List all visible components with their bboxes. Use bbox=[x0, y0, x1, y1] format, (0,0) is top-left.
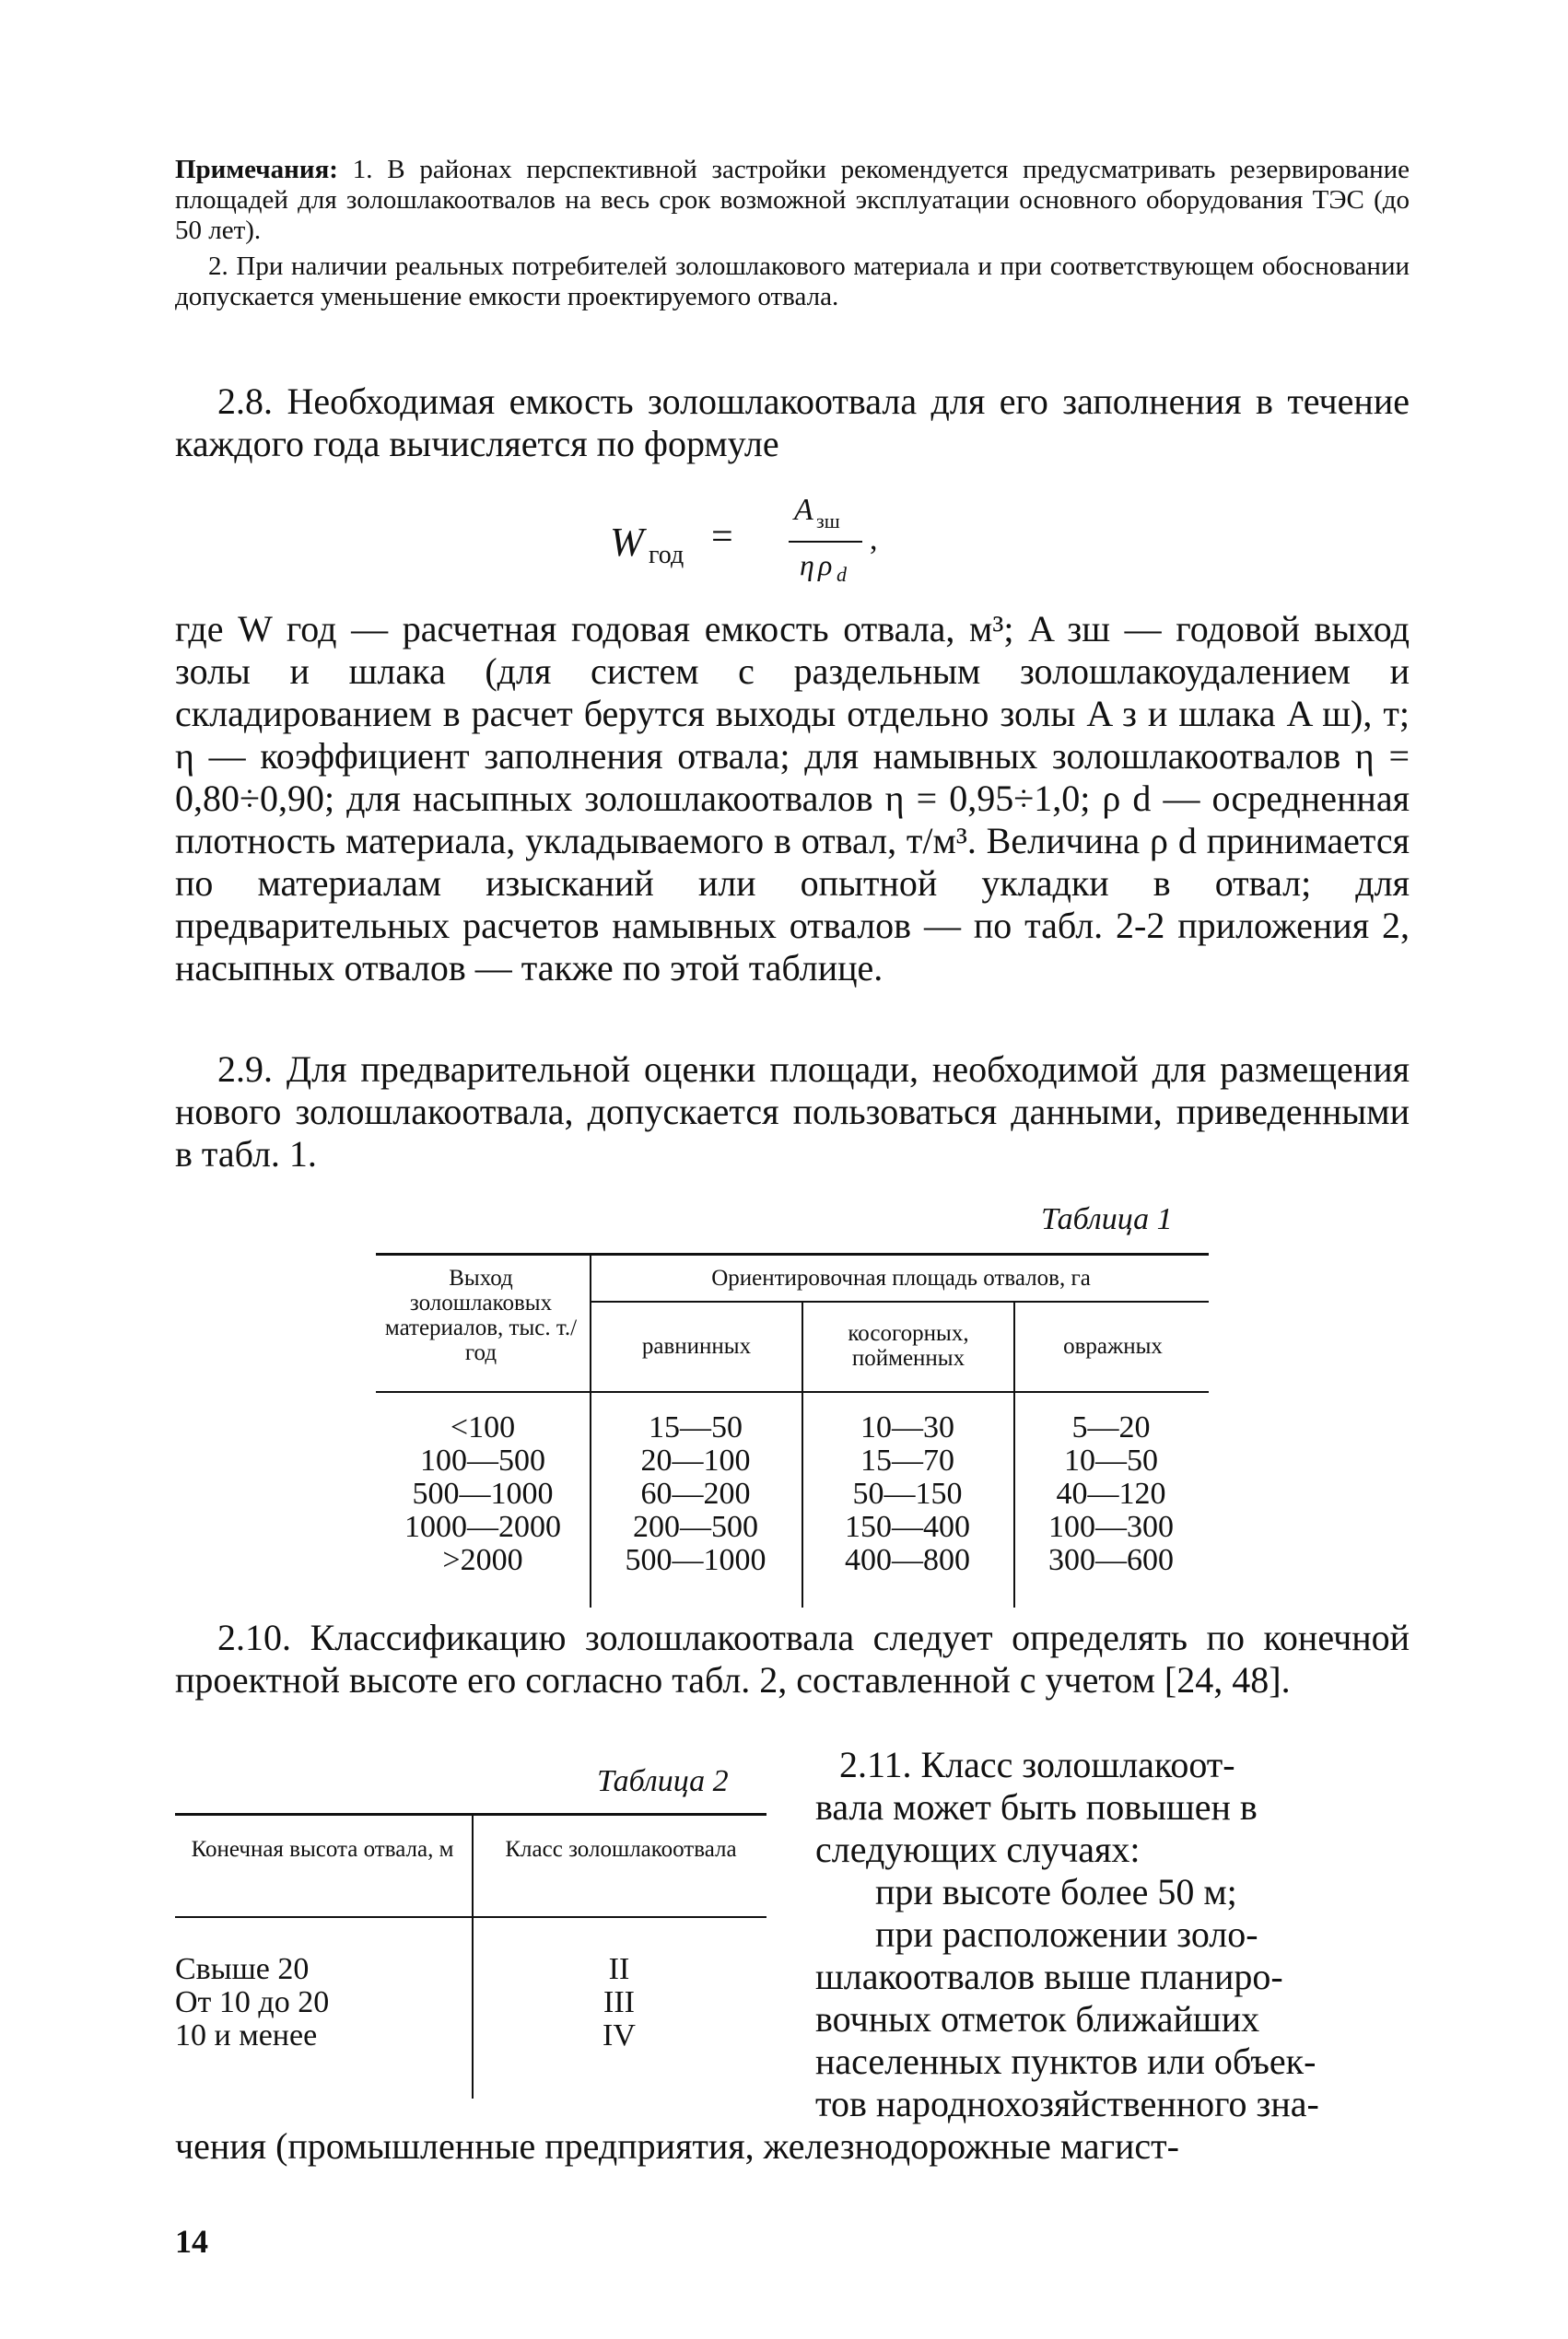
section-2-11-tail: чения (промышленные предприятия, железнодорожные магист- bbox=[175, 2125, 1179, 2167]
table-cell: 300—600 bbox=[1048, 1543, 1174, 1577]
formula-rho-sub: d bbox=[837, 563, 847, 586]
table-cell: <100 bbox=[450, 1410, 516, 1444]
table-1-header-rule bbox=[376, 1391, 1209, 1393]
table-cell: 1000—2000 bbox=[404, 1510, 561, 1544]
note-1-text: 1. В районах перспективной застройки рекомендуется предусматривать резервирование площадей для золошлакоотвалов на весь срок возможной эксплуатации основного оборудования ТЭС (до 50 лет). bbox=[175, 155, 1410, 245]
formula-equals: = bbox=[711, 516, 733, 558]
table-row bbox=[376, 1511, 1209, 1544]
table-1-top-rule bbox=[376, 1253, 1209, 1256]
section-2-8-intro bbox=[175, 380, 1410, 465]
section-2-8-text: Необходимая емкость золошлакоотвала для его заполнения в течение каждого года вычисляется по формуле bbox=[175, 380, 1410, 464]
section-2-11 bbox=[815, 1744, 1410, 2125]
table-2-top-rule bbox=[175, 1813, 766, 1816]
section-2-11-line: населенных пунктов или объек- bbox=[815, 2041, 1316, 2082]
table-cell: 15—70 bbox=[860, 1444, 954, 1478]
formula-comma: , bbox=[870, 522, 878, 556]
table-cell: 200—500 bbox=[633, 1510, 758, 1544]
note-2: 2. При наличии реальных потребителей золошлакового материала и при соответствующем обосновании допускается уменьшение емкости проектируемого отвала. bbox=[175, 251, 1410, 311]
table-cell: 10—50 bbox=[1064, 1444, 1158, 1478]
table-cell: III bbox=[603, 1985, 635, 2019]
section-2-11-line: при расположении золо- bbox=[875, 1913, 1258, 1955]
table-cell: 400—800 bbox=[845, 1543, 970, 1577]
formula-lhs-sub: год bbox=[649, 541, 685, 569]
formula-lhs: W bbox=[610, 520, 644, 565]
notes-label: Примечания: bbox=[175, 155, 338, 184]
table-1-header-slope: косогорных, пойменных bbox=[848, 1321, 969, 1371]
table-1 bbox=[376, 1253, 1209, 1608]
table-cell: II bbox=[608, 1952, 630, 1986]
table-cell: IV bbox=[603, 2018, 636, 2052]
table-cell: 150—400 bbox=[845, 1510, 970, 1544]
table-1-header-output: Выход золошлаковых материалов, тыс. т./год bbox=[384, 1266, 578, 1365]
table-row bbox=[376, 1411, 1209, 1444]
table-cell: 10—30 bbox=[860, 1410, 954, 1444]
table-row bbox=[175, 1953, 766, 1986]
table-2-header-rule bbox=[175, 1916, 766, 1918]
formula-explanation bbox=[175, 608, 1410, 989]
section-2-10-text bbox=[175, 1617, 1410, 1702]
page-number: 14 bbox=[175, 2223, 208, 2260]
table-row bbox=[175, 1986, 766, 2019]
formula-numerator: A bbox=[794, 493, 813, 527]
section-2-9-number: 2.9. bbox=[217, 1048, 273, 1090]
table-2 bbox=[175, 1813, 766, 2099]
section-2-10 bbox=[175, 1617, 1410, 1702]
table-2-caption: Таблица 2 bbox=[597, 1764, 729, 1798]
table-cell: 100—300 bbox=[1048, 1510, 1174, 1544]
section-2-11-line-1 bbox=[815, 1744, 1410, 1786]
section-2-10-number: 2.10. bbox=[217, 1617, 291, 1658]
note-1 bbox=[175, 155, 1410, 246]
table-cell: 5—20 bbox=[1071, 1410, 1151, 1444]
formula-rho: ρ bbox=[818, 548, 833, 581]
section-2-11-line: следующих случаях: bbox=[815, 1829, 1141, 1870]
formula bbox=[610, 493, 923, 594]
table-cell: 60—200 bbox=[640, 1477, 751, 1511]
section-2-11-line: шлакоотвалов выше планиро- bbox=[815, 1956, 1283, 1997]
section-2-9-body: Для предварительной оценки площади, необходимой для размещения нового золошлакоотвала, допускается пользоваться данными, приведенными в табл. 1. bbox=[175, 1048, 1410, 1175]
section-2-11-line-1-text: Класс золошлакоот- bbox=[920, 1744, 1235, 1785]
section-2-8-number: 2.8. bbox=[217, 380, 273, 422]
section-2-11-number: 2.11. bbox=[839, 1744, 912, 1785]
formula-numerator-sub: зш bbox=[816, 509, 840, 532]
table-cell: 20—100 bbox=[640, 1444, 751, 1478]
table-1-header-ravine: овражных bbox=[1063, 1334, 1163, 1359]
table-1-body bbox=[376, 1411, 1209, 1577]
table-cell: 500—1000 bbox=[625, 1543, 766, 1577]
table-cell: 500—1000 bbox=[412, 1477, 554, 1511]
table-cell: Свыше 20 bbox=[175, 1952, 310, 1986]
section-2-11-line: тов народнохозяйственного зна- bbox=[815, 2083, 1319, 2124]
formula-eta: η bbox=[800, 548, 814, 581]
table-cell: >2000 bbox=[442, 1543, 523, 1577]
table-1-header-flat: равнинных bbox=[641, 1334, 752, 1359]
table-row bbox=[376, 1544, 1209, 1577]
table-cell: 10 и менее bbox=[175, 2018, 318, 2052]
section-2-11-line: вочных отметок ближайших bbox=[815, 1998, 1260, 2040]
table-row bbox=[175, 2019, 766, 2052]
table-1-header-group: Ориентировочная площадь отвалов, га bbox=[711, 1266, 1091, 1291]
table-cell: От 10 до 20 bbox=[175, 1985, 330, 2019]
table-1-caption: Таблица 1 bbox=[1041, 1202, 1173, 1236]
table-row bbox=[376, 1444, 1209, 1478]
table-cell: 15—50 bbox=[649, 1410, 743, 1444]
section-2-8 bbox=[175, 380, 1410, 465]
section-2-9-text bbox=[175, 1048, 1410, 1175]
table-cell: 100—500 bbox=[420, 1444, 545, 1478]
table-2-body bbox=[175, 1953, 766, 2052]
table-2-header-height: Конечная высота отвала, м bbox=[191, 1837, 454, 1862]
section-2-9 bbox=[175, 1048, 1410, 1175]
table-cell: 50—150 bbox=[852, 1477, 963, 1511]
table-2-header-class: Класс золошлакоотвала bbox=[505, 1837, 737, 1862]
fraction-bar bbox=[789, 541, 862, 543]
section-2-10-body: Классификацию золошлакоотвала следует определять по конечной проектной высоте его согласно табл. 2, составленной с учетом [24, 48]. bbox=[175, 1617, 1410, 1701]
section-2-11-line: при высоте более 50 м; bbox=[875, 1871, 1237, 1912]
formula-explanation-text: где W год — расчетная годовая емкость отвала, м³; A зш — годовой выход золы и шлака (для систем с раздельным золошлакоудалением и складированием в расчет берутся выходы отдельно золы A з и шлака A ш), т; η — коэффициент заполнения отвала; для намывных золошлакоотвалов η = 0,80÷0,90; для насыпных золошлакоотвалов η = 0,95÷1,0; ρ d — осредненная плотность материала, укладываемого в отвал, т/м³. Величина ρ d принимается по материалам изысканий или опытной укладки в отвал; для предварительных расчетов намывных отвалов — по табл. 2-2 приложения 2, насыпных отвалов — также по этой таблице. bbox=[175, 608, 1410, 988]
section-2-11-line: вала может быть повышен в bbox=[815, 1786, 1258, 1828]
table-cell: 40—120 bbox=[1056, 1477, 1166, 1511]
table-1-group-rule bbox=[590, 1301, 1209, 1303]
table-row bbox=[376, 1478, 1209, 1511]
notes-block bbox=[175, 155, 1410, 312]
